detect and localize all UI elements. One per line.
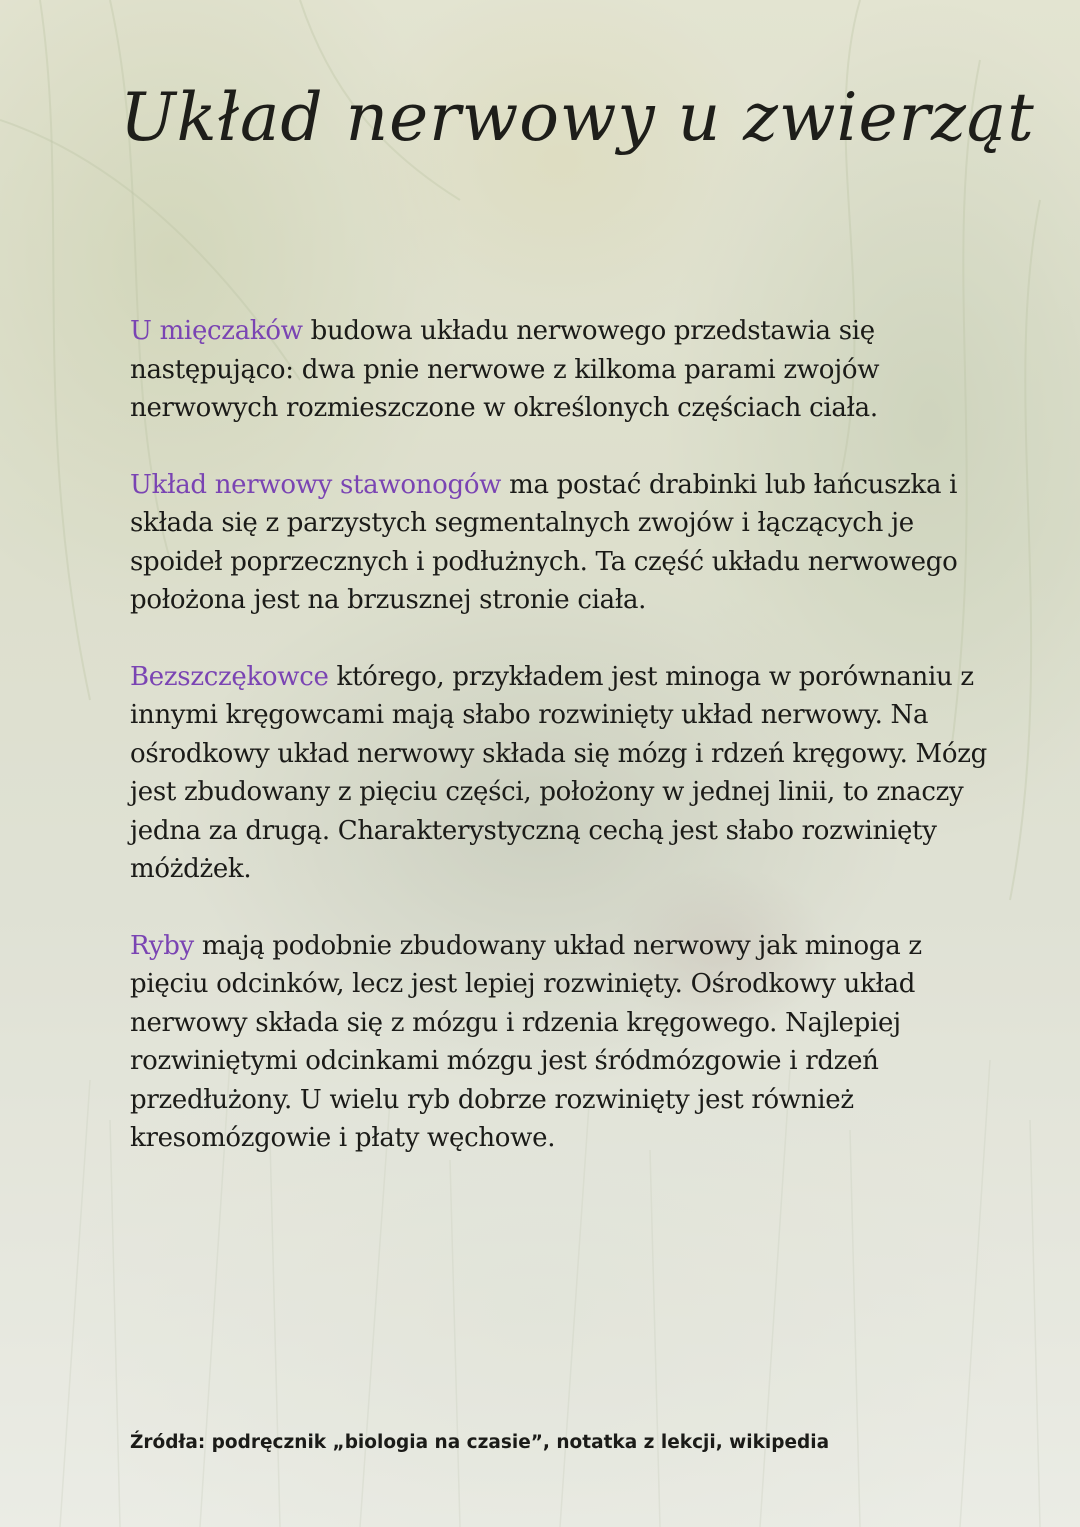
highlight-term: Bezszczękowce bbox=[130, 661, 329, 692]
paragraph-text: mają podobnie zbudowany układ nerwowy jak minoga z pięciu odcinków, lecz jest lepiej rozwinięty. Ośrodkowy układ nerwowy składa się z mózgu i rdzenia kręgowego. Najlepiej rozwiniętymi odcinkami mózgu jest śródmózgowie i rdzeń przedłużony. U wielu ryb dobrze rozwinięty jest również kresomózgowie i płaty węchowe. bbox=[130, 930, 922, 1153]
paragraph-arthropods bbox=[130, 466, 990, 620]
page-title: Układ nerwowy u zwierząt bbox=[120, 79, 1035, 156]
paragraph-fish bbox=[130, 927, 990, 1158]
paragraph-text: ma postać drabinki lub łańcuszka i składa się z parzystych segmentalnych zwojów i łączących je spoideł poprzecznych i podłużnych. Ta część układu nerwowego położona jest na brzusznej stronie ciała. bbox=[130, 469, 958, 615]
highlight-term: Układ nerwowy stawonogów bbox=[130, 469, 502, 500]
paragraph-molluscs bbox=[130, 312, 990, 428]
highlight-term: Ryby bbox=[130, 930, 194, 961]
paragraph-jawless bbox=[130, 658, 990, 889]
sources-footer: Źródła: podręcznik „biologia na czasie”, notatka z lekcji, wikipedia bbox=[130, 1432, 830, 1453]
paragraph-text: budowa układu nerwowego przedstawia się następująco: dwa pnie nerwowe z kilkoma parami zwojów nerwowych rozmieszczone w określonych częściach ciała. bbox=[130, 316, 880, 423]
paragraph-text: którego, przykładem jest minoga w porównaniu z innymi kręgowcami mają słabo rozwinięty układ nerwowy. Na ośrodkowy układ nerwowy składa się mózg i rdzeń kręgowy. Mózg jest zbudowany z pięciu części, położony w jednej linii, to znaczy jedna za drugą. Charakterystyczną cechą jest słabo rozwinięty móżdżek. bbox=[130, 661, 987, 884]
article-body bbox=[130, 312, 990, 1196]
highlight-term: U mięczaków bbox=[130, 316, 303, 346]
